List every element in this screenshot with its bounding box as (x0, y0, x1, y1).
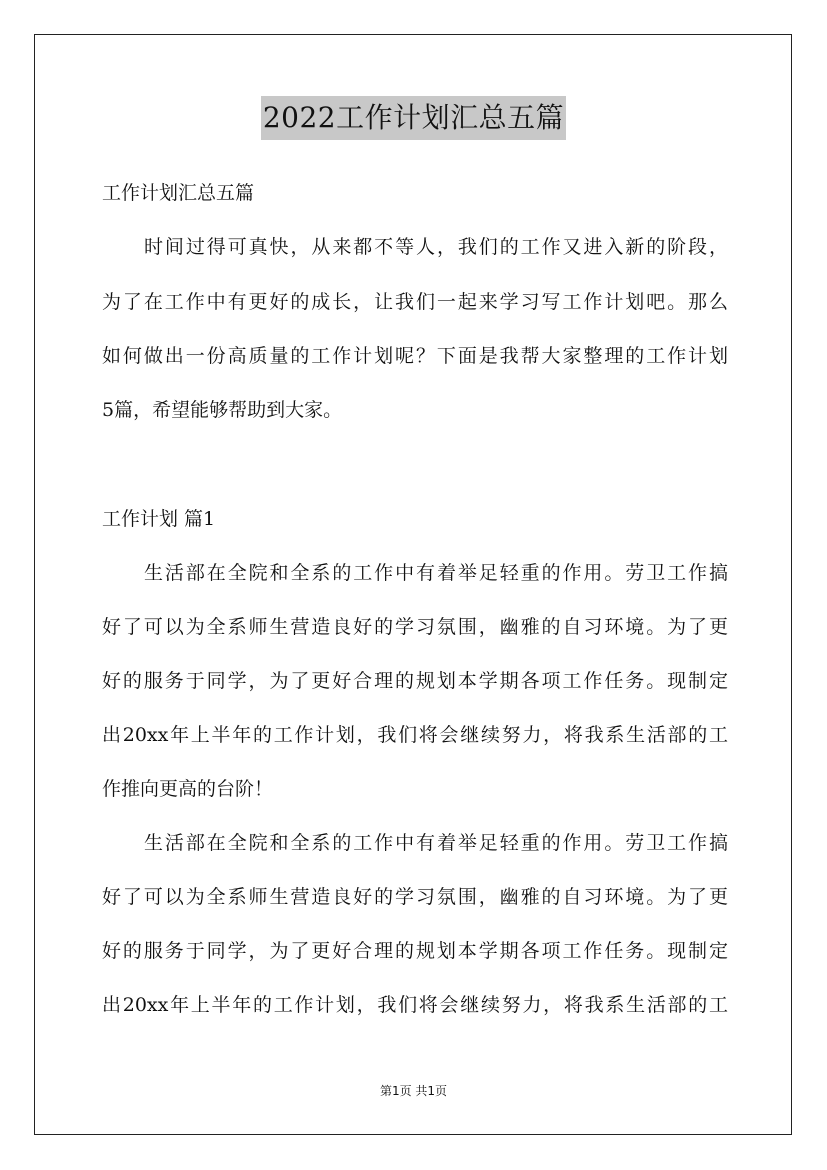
intro-line: 时间过得可真快，从来都不等人，我们的工作又进入新的阶段， (144, 236, 728, 258)
paragraph-line: 出20xx年上半年的工作计划，我们将会继续努力，将我系生活部的工 (102, 724, 728, 746)
title-container (0, 96, 827, 140)
document-subtitle: 工作计划汇总五篇 (102, 182, 255, 204)
paragraph-line: 生活部在全院和全系的工作中有着举足轻重的作用。劳卫工作搞 (144, 562, 728, 584)
paragraph-line: 作推向更高的台阶！ (102, 778, 274, 800)
intro-line: 如何做出一份高质量的工作计划呢？下面是我帮大家整理的工作计划 (102, 345, 728, 367)
section-heading: 工作计划 篇1 (102, 508, 216, 530)
paragraph-line: 好了可以为全系师生营造良好的学习氛围，幽雅的自习环境。为了更 (102, 616, 728, 638)
paragraph-line: 好的服务于同学，为了更好合理的规划本学期各项工作任务。现制定 (102, 940, 728, 962)
paragraph-line: 好的服务于同学，为了更好合理的规划本学期各项工作任务。现制定 (102, 670, 728, 692)
intro-line: 5篇，希望能够帮助到大家。 (102, 399, 343, 421)
paragraph-line: 好了可以为全系师生营造良好的学习氛围，幽雅的自习环境。为了更 (102, 886, 728, 908)
paragraph-line: 出20xx年上半年的工作计划，我们将会继续努力，将我系生活部的工 (102, 994, 728, 1016)
document-title: 2022工作计划汇总五篇 (261, 96, 566, 140)
intro-line: 为了在工作中有更好的成长，让我们一起来学习写工作计划吧。那么 (102, 291, 728, 313)
paragraph-line: 生活部在全院和全系的工作中有着举足轻重的作用。劳卫工作搞 (144, 832, 728, 854)
page-footer: 第1页 共1页 (379, 1084, 448, 1098)
